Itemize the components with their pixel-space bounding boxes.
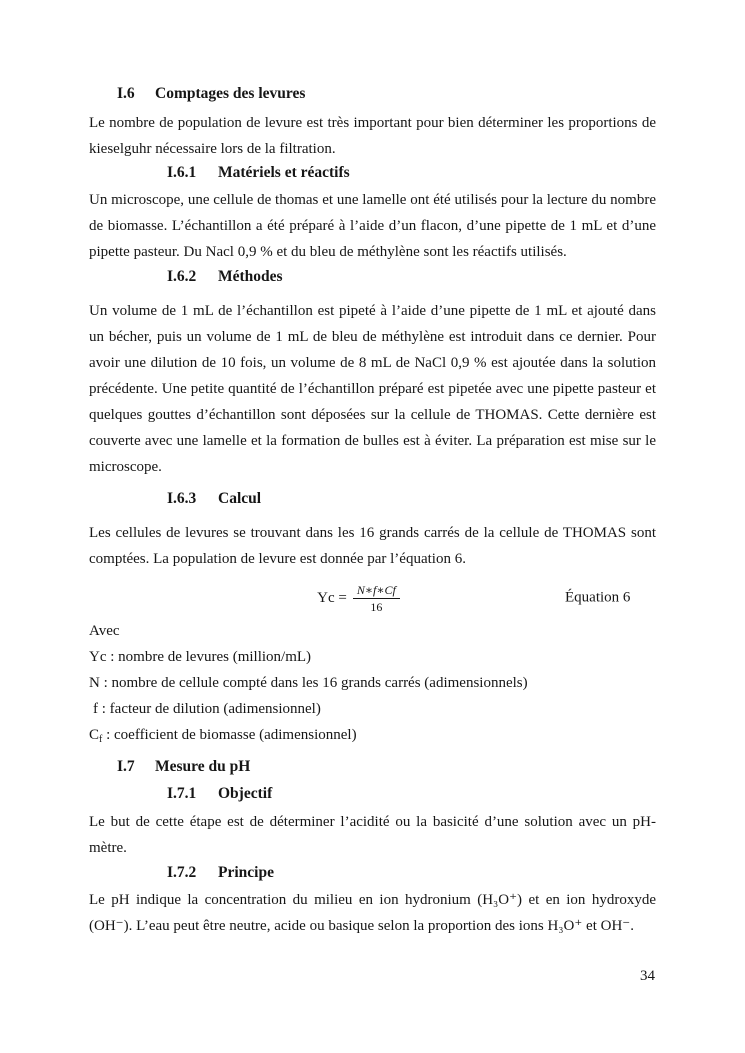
section-heading-i7 (89, 757, 656, 777)
paragraph-materiels: Un microscope, une cellule de thomas et une lamelle ont été utilisés pour la lecture du nombre de biomasse. L’échantillon a été préparé à l’aide d’un flacon, d’une pipette de 1 mL et d’une pipette pasteur. Du Nacl 0,9 % et du bleu de méthylène sont les réactifs utilisés. (89, 192, 656, 260)
equation-numerator: N∗f∗Cf (353, 583, 400, 599)
section-title-i61: Matériels et réactifs (218, 164, 350, 181)
equation-lhs: Yc = (317, 589, 347, 606)
section-title-i71: Objectif (218, 785, 273, 802)
definition-n: N : nombre de cellule compté dans les 16 grands carrés (adimensionnels) (89, 675, 528, 691)
definition-cf (89, 722, 656, 753)
section-number-i6: I.6 (117, 85, 135, 102)
paragraph-principe: Le pH indique la concentration du milieu en ion hydronium (H₃O⁺) et en ion hydroxyde (OH⁻). L’eau peut être neutre, acide ou basique selon la proportion des ions H₃O⁺ et OH⁻. (89, 892, 656, 934)
section-number-i61: I.6.1 (167, 164, 197, 181)
page-number: 34 (640, 968, 655, 984)
section-number-i63: I.6.3 (167, 490, 197, 507)
equation-fraction (353, 583, 400, 614)
paragraph-calcul: Les cellules de levures se trouvant dans les 16 grands carrés de la cellule de THOMAS sont comptées. La population de levure est donnée par l’équation 6. (89, 525, 656, 567)
section-heading-i72 (89, 863, 656, 883)
paragraph-levures-intro: Le nombre de population de levure est très important pour bien déterminer les proportions de kieselguhr nécessaire lors de la filtration. (89, 115, 656, 157)
section-title-i62: Méthodes (218, 268, 283, 285)
definition-f: f : facteur de dilution (adimensionnel) (93, 701, 321, 717)
section-number-i71: I.7.1 (167, 785, 197, 802)
section-title-i63: Calcul (218, 490, 262, 507)
definition-cf-symbol: C (89, 727, 100, 743)
section-heading-i6 (89, 84, 656, 104)
section-title-i7: Mesure du pH (155, 758, 251, 775)
section-title-i72: Principe (218, 864, 274, 881)
equation (317, 583, 400, 614)
definition-cf-text: : coefficient de biomasse (adimensionnel) (102, 727, 357, 743)
paragraph-objectif: Le but de cette étape est de déterminer l’acidité ou la basicité d’une solution avec un pH-mètre. (89, 814, 656, 856)
equation-denominator: 16 (370, 599, 383, 614)
section-number-i7: I.7 (117, 758, 135, 775)
equation-block (89, 578, 656, 618)
equation-label: Équation 6 (565, 589, 631, 606)
definitions-intro: Avec (89, 623, 120, 639)
definition-cf-subscript: f (99, 734, 103, 745)
section-heading-i62 (89, 267, 656, 287)
section-heading-i71 (89, 784, 656, 804)
section-number-i62: I.6.2 (167, 268, 197, 285)
definitions-list (89, 618, 656, 753)
paragraph-methodes: Un volume de 1 mL de l’échantillon est pipeté à l’aide d’une pipette de 1 mL et ajouté dans un bécher, puis un volume de 1 mL de bleu de méthylène est introduit dans ce dernier. Pour avoir une dilution de 10 fois, un volume de 8 mL de NaCl 0,9 % est ajoutée dans la solution précédente. Une petite quantité de l’échantillon préparé est pipetée avec une pipette pasteur et quelques gouttes d’échantillon sont déposées sur la cellule de THOMAS. Cette dernière est couverte avec une lamelle et la formation de bulles est à éviter. La préparation est mise sur le microscope. (89, 303, 656, 475)
section-number-i72: I.7.2 (167, 864, 197, 881)
section-heading-i63 (89, 489, 656, 509)
section-title-i6: Comptages des levures (155, 85, 306, 102)
section-heading-i61 (89, 163, 656, 183)
definition-yc: Yc : nombre de levures (million/mL) (89, 649, 312, 665)
